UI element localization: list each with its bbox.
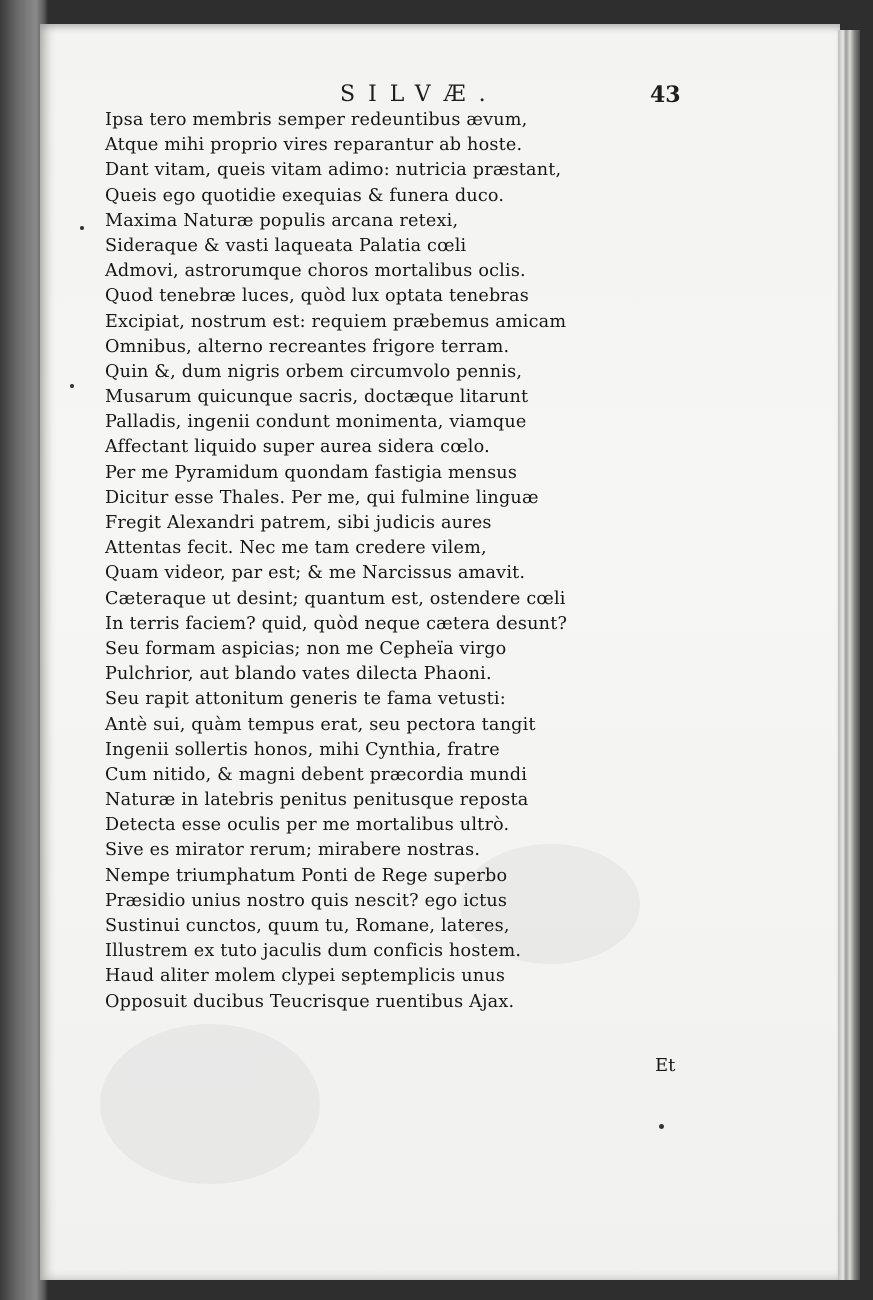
- verse-line: Cæteraque ut desint; quantum est, ostendere cœli: [105, 588, 566, 609]
- paper-stain: [100, 1024, 320, 1184]
- verse-line: Ingenii sollertis honos, mihi Cynthia, fratre: [105, 739, 500, 760]
- verse-line: Dant vitam, queis vitam adimo: nutricia præstant,: [105, 160, 562, 181]
- verse-line: Quin &, dum nigris orbem circumvolo pennis,: [105, 361, 523, 382]
- verse-line: Pulchrior, aut blando vates dilecta Phaoni.: [105, 664, 492, 685]
- verse-line: Seu rapit attonitum generis te fama vetusti:: [105, 689, 506, 710]
- verse-line: Ipsa tero membris semper redeuntibus ævum,: [105, 110, 528, 130]
- verse-line: Præsidio unius nostro quis nescit? ego ictus: [105, 890, 508, 911]
- verse-line: Quod tenebræ luces, quòd lux optata tenebras: [105, 286, 529, 307]
- verse-line: Maxima Naturæ populis arcana retexi,: [105, 210, 459, 231]
- verse-line: Quam videor, par est; & me Narcissus amavit.: [105, 563, 526, 584]
- verse-line: Sive es mirator rerum; mirabere nostras.: [105, 840, 481, 861]
- verse-line: Fregit Alexandri patrem, sibi judicis aures: [105, 513, 492, 533]
- verse-line: Cum nitido, & magni debent præcordia mundi: [105, 764, 528, 785]
- verse-line: Illustrem ex tuto jaculis dum conficis hostem.: [105, 941, 522, 962]
- verse-line: Opposuit ducibus Teucrisque ruentibus Ajax.: [105, 991, 515, 1012]
- ink-dot: [80, 226, 84, 230]
- running-head: SILVÆ.: [340, 82, 499, 107]
- verse-text: [105, 108, 650, 1015]
- verse-line: Admovi, astrorumque choros mortalibus oclis.: [105, 261, 526, 282]
- verse-line: In terris faciem? quid, quòd neque cætera desunt?: [105, 613, 568, 634]
- verse-line: Excipiat, nostrum est: requiem præbemus amicam: [105, 311, 567, 332]
- verse-line: Sideraque & vasti laqueata Palatia cœli: [105, 235, 467, 256]
- verse-line: Palladis, ingenii condunt monimenta, viamque: [105, 412, 527, 433]
- verse-line: Naturæ in latebris penitus penitusque reposta: [105, 790, 529, 811]
- verse-line: Detecta esse oculis per me mortalibus ultrò.: [105, 815, 510, 836]
- verse-line: Nempe triumphatum Ponti de Rege superbo: [105, 865, 508, 886]
- catchword: Et: [655, 1055, 676, 1076]
- ink-dot: [70, 384, 74, 388]
- verse-line: Sustinui cunctos, quum tu, Romane, lateres,: [105, 916, 510, 936]
- verse-line: Queis ego quotidie exequias & funera duco.: [105, 185, 505, 206]
- verse-line: Antè sui, quàm tempus erat, seu pectora tangit: [105, 714, 536, 735]
- page-number: 43: [650, 82, 681, 108]
- verse-line: Dicitur esse Thales. Per me, qui fulmine linguæ: [105, 487, 539, 508]
- ink-dot: [659, 1124, 664, 1129]
- verse-line: Musarum quicunque sacris, doctæque litarunt: [105, 387, 529, 408]
- verse-line: Affectant liquido super aurea sidera cœlo.: [105, 437, 490, 458]
- verse-line: Atque mihi proprio vires reparantur ab hoste.: [105, 135, 523, 156]
- verse-line: Omnibus, alterno recreantes frigore terram.: [105, 336, 510, 357]
- verse-line: Per me Pyramidum quondam fastigia mensus: [105, 462, 518, 483]
- verse-line: Attentas fecit. Nec me tam credere vilem,: [105, 538, 487, 559]
- verse-line: Seu formam aspicias; non me Cepheïa virgo: [105, 638, 507, 659]
- page-edge-shadow: [838, 30, 860, 1280]
- verse-line: Haud aliter molem clypei septemplicis unus: [105, 966, 506, 987]
